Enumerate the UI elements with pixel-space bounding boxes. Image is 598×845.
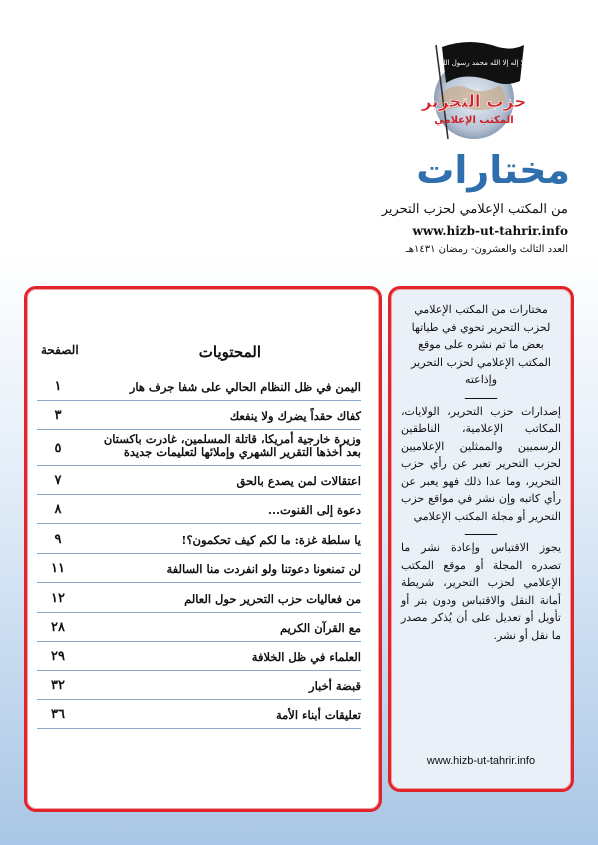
toc-row[interactable] — [37, 643, 361, 671]
header-website[interactable]: www.hizb-ut-tahrir.info — [412, 224, 568, 238]
toc-row-title: كفاك حقداً يضرك ولا ينفعك — [229, 409, 361, 423]
logo-line2: المكتب الإعلامي — [434, 115, 514, 126]
toc-row-page: ١٢ — [51, 591, 65, 606]
toc-row-title: يا سلطة غزة: ما لكم كيف تحكمون؟! — [181, 533, 361, 547]
toc-row[interactable] — [37, 585, 361, 613]
toc-row-title: تعليقات أبناء الأمة — [275, 708, 361, 722]
toc-row-title: اليمن في ظل النظام الحالي على شفا جرف هار — [129, 380, 361, 394]
toc-row[interactable] — [37, 431, 361, 466]
toc-row-page: ٩ — [54, 532, 62, 547]
toc-row-title: لن تمنعونا دعوتنا ولو انفردت منا السالفة — [166, 562, 361, 576]
table-of-contents — [24, 286, 382, 812]
toc-row[interactable] — [37, 555, 361, 583]
policy-text: إصدارات حزب التحرير، الولايات، المكاتب الإعلامية، الناطقين الرسميين والممثلين الإعلاميين لحزب التحرير تعبر عن رأي حزب التحرير، وما عدا ذلك فهو يعبر عن رأي كاتبه وإن نشر في مواقع حزب التحرير أو مجلة المكتب الإعلامي — [401, 404, 561, 523]
toc-row-page: ١١ — [51, 561, 65, 576]
toc-row-page: ٨ — [54, 502, 62, 517]
flag-text: لا إله إلا الله محمد رسول الله — [439, 59, 525, 67]
toc-row[interactable] — [37, 496, 361, 524]
toc-row-title: قبضة أخبار — [309, 679, 361, 693]
toc-row[interactable] — [37, 672, 361, 700]
sidebar-website[interactable]: www.hizb-ut-tahrir.info — [426, 755, 536, 767]
toc-row[interactable] — [37, 701, 361, 729]
logo-line1: حزب التحرير — [421, 92, 527, 112]
toc-row[interactable] — [37, 402, 361, 430]
hizb-logo — [418, 35, 528, 147]
issue-info: العدد الثالث والعشرون- رمضان ١٤٣١هـ — [405, 244, 568, 255]
toc-row-page: ٧ — [54, 473, 62, 488]
toc-row-title: اعتقالات لمن يصدع بالحق — [236, 474, 361, 488]
toc-row-title: مع القرآن الكريم — [279, 621, 361, 635]
toc-row-page: ٢٨ — [51, 620, 65, 635]
about-panel — [388, 286, 574, 792]
toc-row-page: ٥ — [54, 441, 62, 456]
toc-row-title: دعوة إلى القنوت... — [267, 503, 361, 517]
intro-text: مختارات من المكتب الإعلامي لحزب التحرير تحوي في طياتها بعض ما تم نشره على موقع المكتب الإعلامي لحزب التحرير وإذاعته — [411, 303, 551, 386]
divider: ــــــــــ — [464, 525, 498, 538]
toc-row-title: من فعاليات حزب التحرير حول العالم — [184, 592, 361, 606]
toc-row-page: ٢٩ — [51, 649, 65, 664]
toc-row-title: العلماء في ظل الخلافة — [251, 650, 361, 664]
publication-title: مختارات — [416, 148, 570, 192]
toc-row-page: ٣ — [54, 408, 62, 423]
copyright-text: يجوز الاقتباس وإعادة نشر ما تصدره المجلة أو موقع المكتب الإعلامي لحزب التحرير، شريطة أمانة النقل والاقتباس ودون بتر أو تأويل أو تعديل على أن يُذكر مصدر ما نقل أو نشر. — [401, 541, 561, 642]
toc-row-page: ١ — [54, 379, 62, 394]
header-subtitle: من المكتب الإعلامي لحزب التحرير — [381, 202, 568, 217]
divider: ــــــــــ — [464, 388, 498, 402]
toc-row-page: ٣٦ — [51, 707, 65, 722]
toc-row-title: وزيرة خارجية أمريكا، قاتلة المسلمين، غادرت باكستان بعد أخذها التقرير الشهري وإملائها لتعليمات جديدة — [103, 432, 361, 459]
toc-title: المحتويات — [198, 343, 261, 361]
toc-row[interactable] — [37, 614, 361, 642]
toc-page-label: الصفحة — [41, 343, 79, 357]
toc-row[interactable] — [37, 526, 361, 554]
toc-row[interactable] — [37, 467, 361, 495]
toc-row-page: ٣٢ — [51, 678, 65, 693]
toc-row[interactable] — [37, 373, 361, 401]
